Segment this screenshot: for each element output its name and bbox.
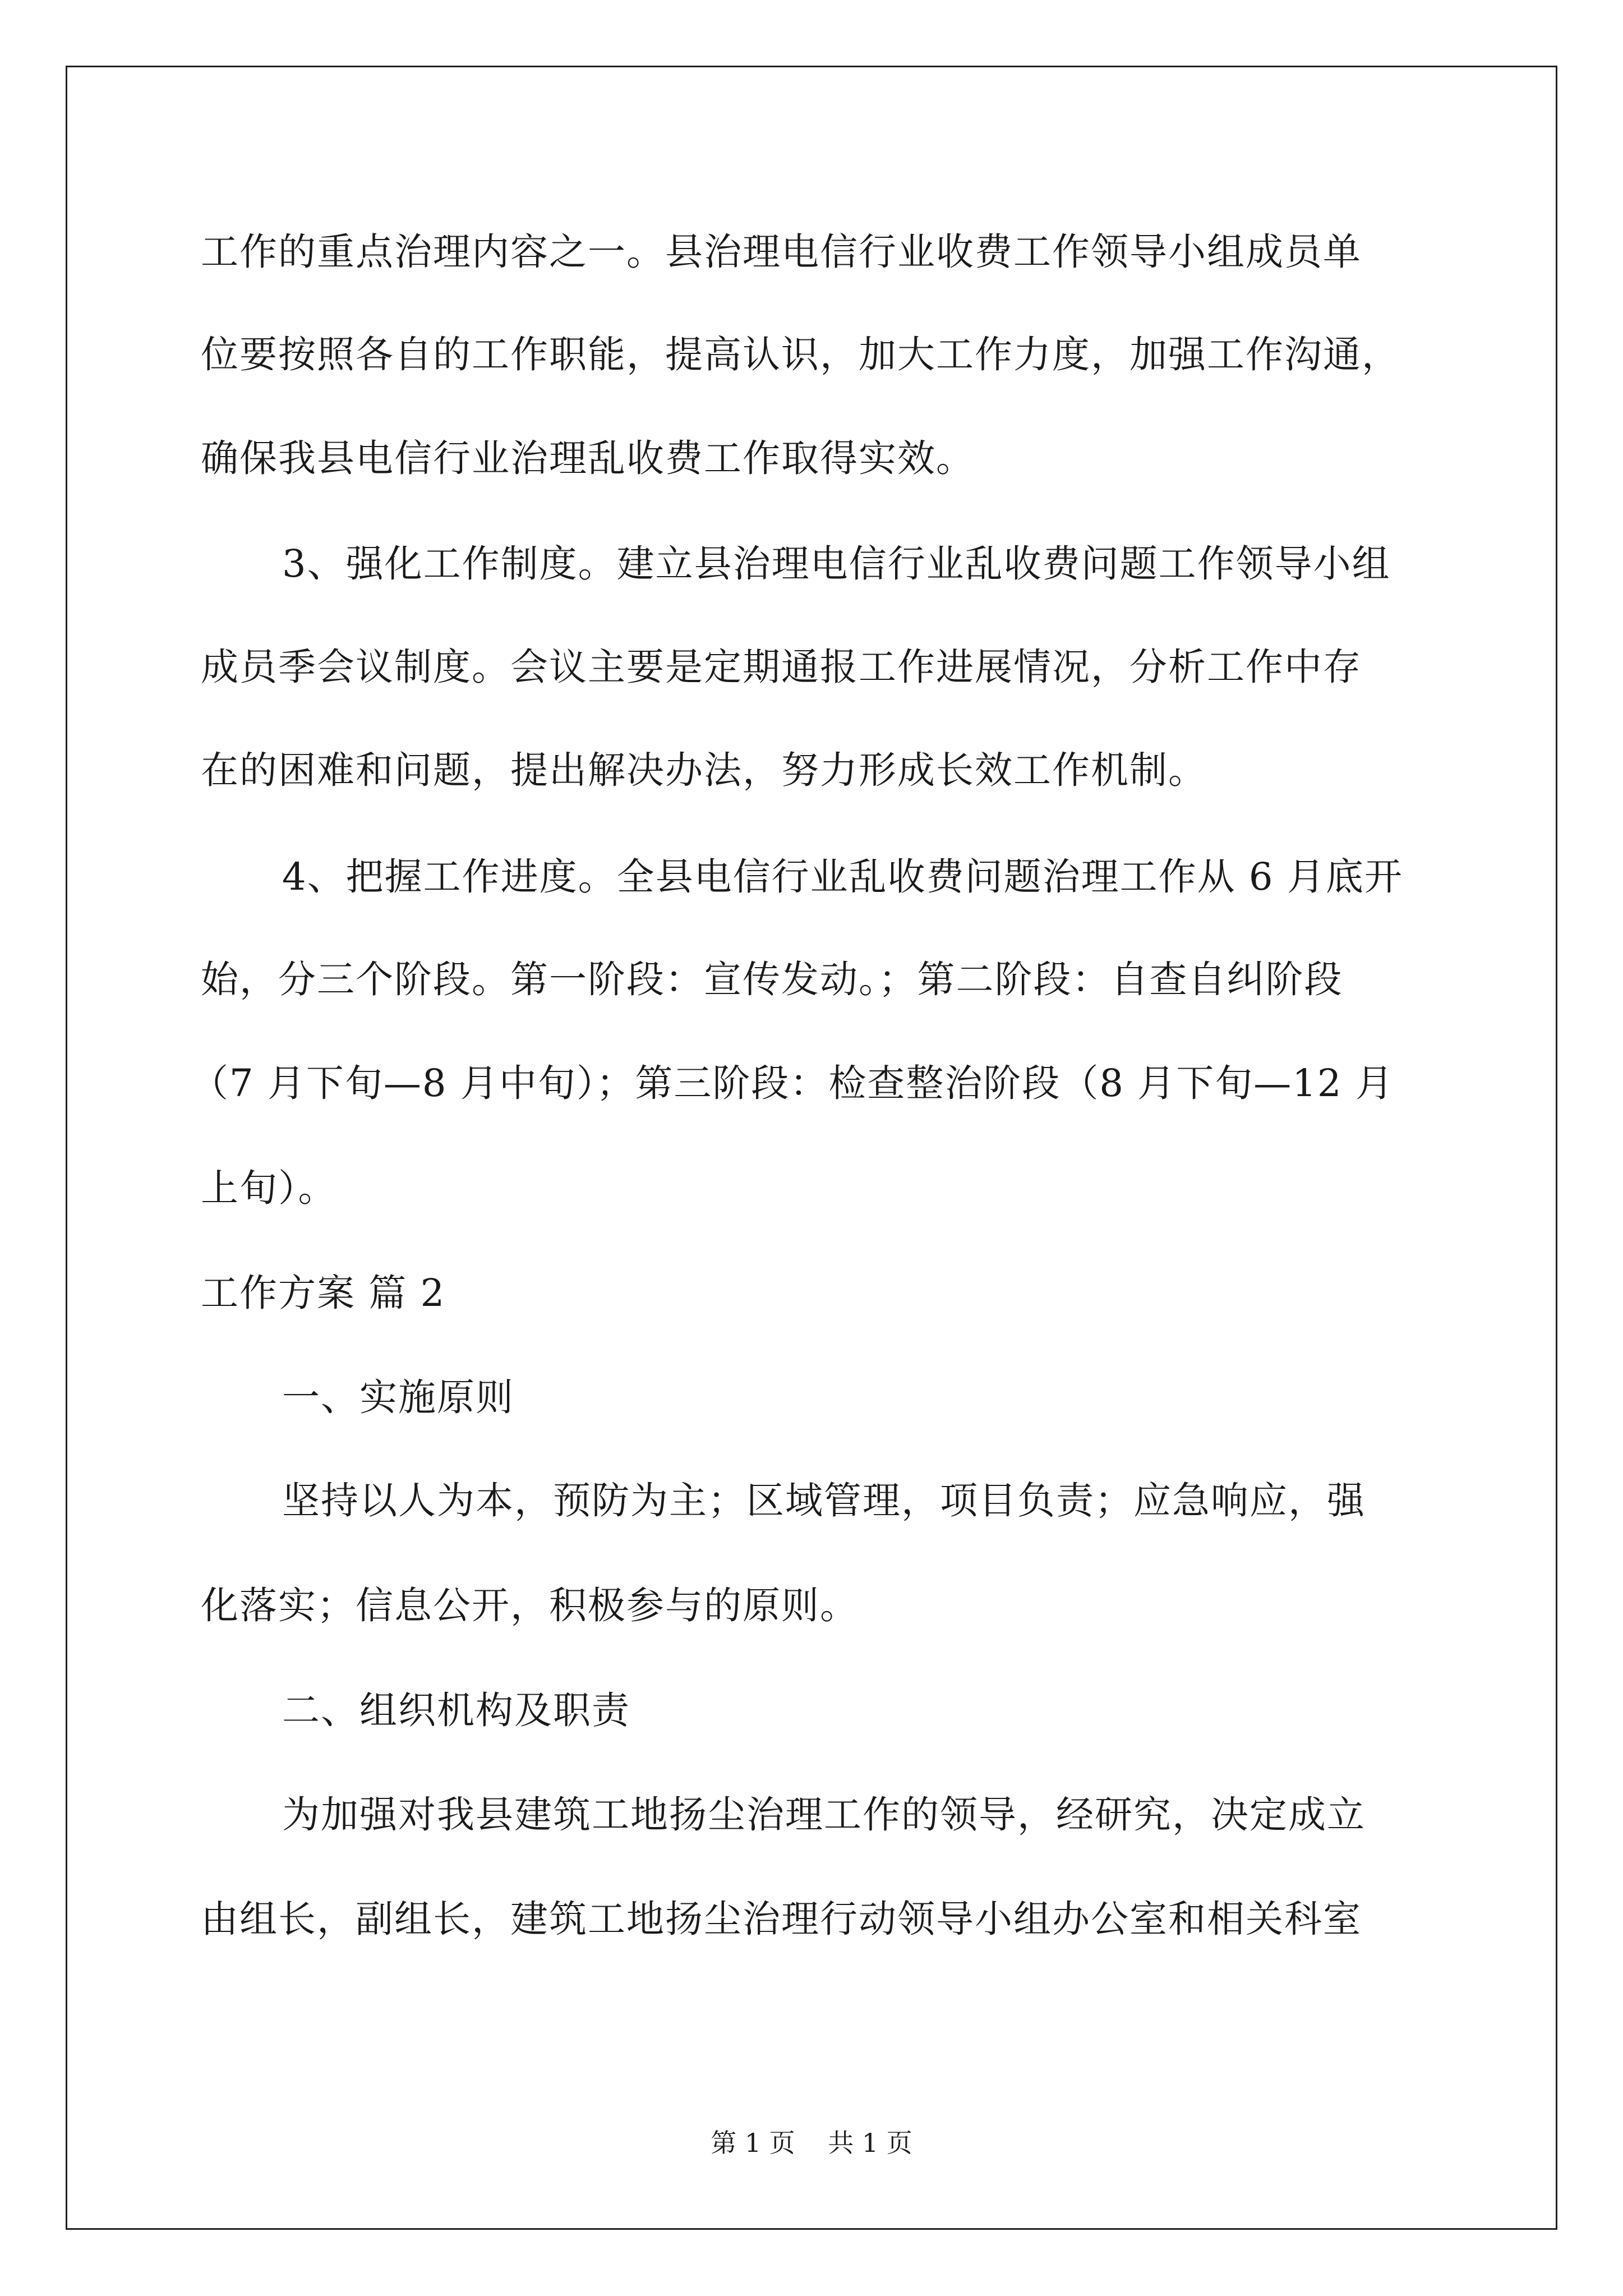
text-line-6: 在的困难和问题，提出解决办法，努力形成长效工作机制。 xyxy=(201,748,1207,792)
text-line-1: 工作的重点治理内容之一。县治理电信行业收费工作领导小组成员单 xyxy=(201,230,1362,274)
text-line-12: 一、实施原则 xyxy=(282,1375,514,1419)
text-line-8: 始，分三个阶段。第一阶段：宣传发动。；第二阶段：自查自纠阶段 xyxy=(201,958,1343,1001)
text-line-9: （7 月下旬—8 月中旬）；第三阶段：检查整治阶段（8 月下旬—12 月 xyxy=(191,1061,1394,1105)
text-line-16: 为加强对我县建筑工地扬尘治理工作的领导，经研究，决定成立 xyxy=(282,1793,1366,1837)
text-line-17: 由组长，副组长，建筑工地扬尘治理行动领导小组办公室和相关科室 xyxy=(201,1897,1362,1941)
text-line-5: 成员季会议制度。会议主要是定期通报工作进展情况，分析工作中存 xyxy=(201,645,1362,689)
section-heading: 工作方案 篇 2 xyxy=(201,1271,446,1315)
text-line-4: 3、强化工作制度。建立县治理电信行业乱收费问题工作领导小组 xyxy=(282,542,1391,586)
text-line-2: 位要按照各自的工作职能，提高认识，加大工作力度，加强工作沟通， xyxy=(201,333,1400,376)
text-line-14: 化落实；信息公开，积极参与的原则。 xyxy=(201,1584,859,1627)
text-line-13: 坚持以人为本，预防为主；区域管理，项目负责；应急响应，强 xyxy=(282,1479,1366,1522)
text-line-15: 二、组织机构及职责 xyxy=(282,1688,630,1732)
text-line-7: 4、把握工作进度。全县电信行业乱收费问题治理工作从 6 月底开 xyxy=(282,855,1403,899)
text-line-3: 确保我县电信行业治理乱收费工作取得实效。 xyxy=(201,436,975,480)
text-line-10: 上旬）。 xyxy=(201,1166,337,1210)
page-footer: 第 1 页 共 1 页 xyxy=(711,2128,912,2158)
